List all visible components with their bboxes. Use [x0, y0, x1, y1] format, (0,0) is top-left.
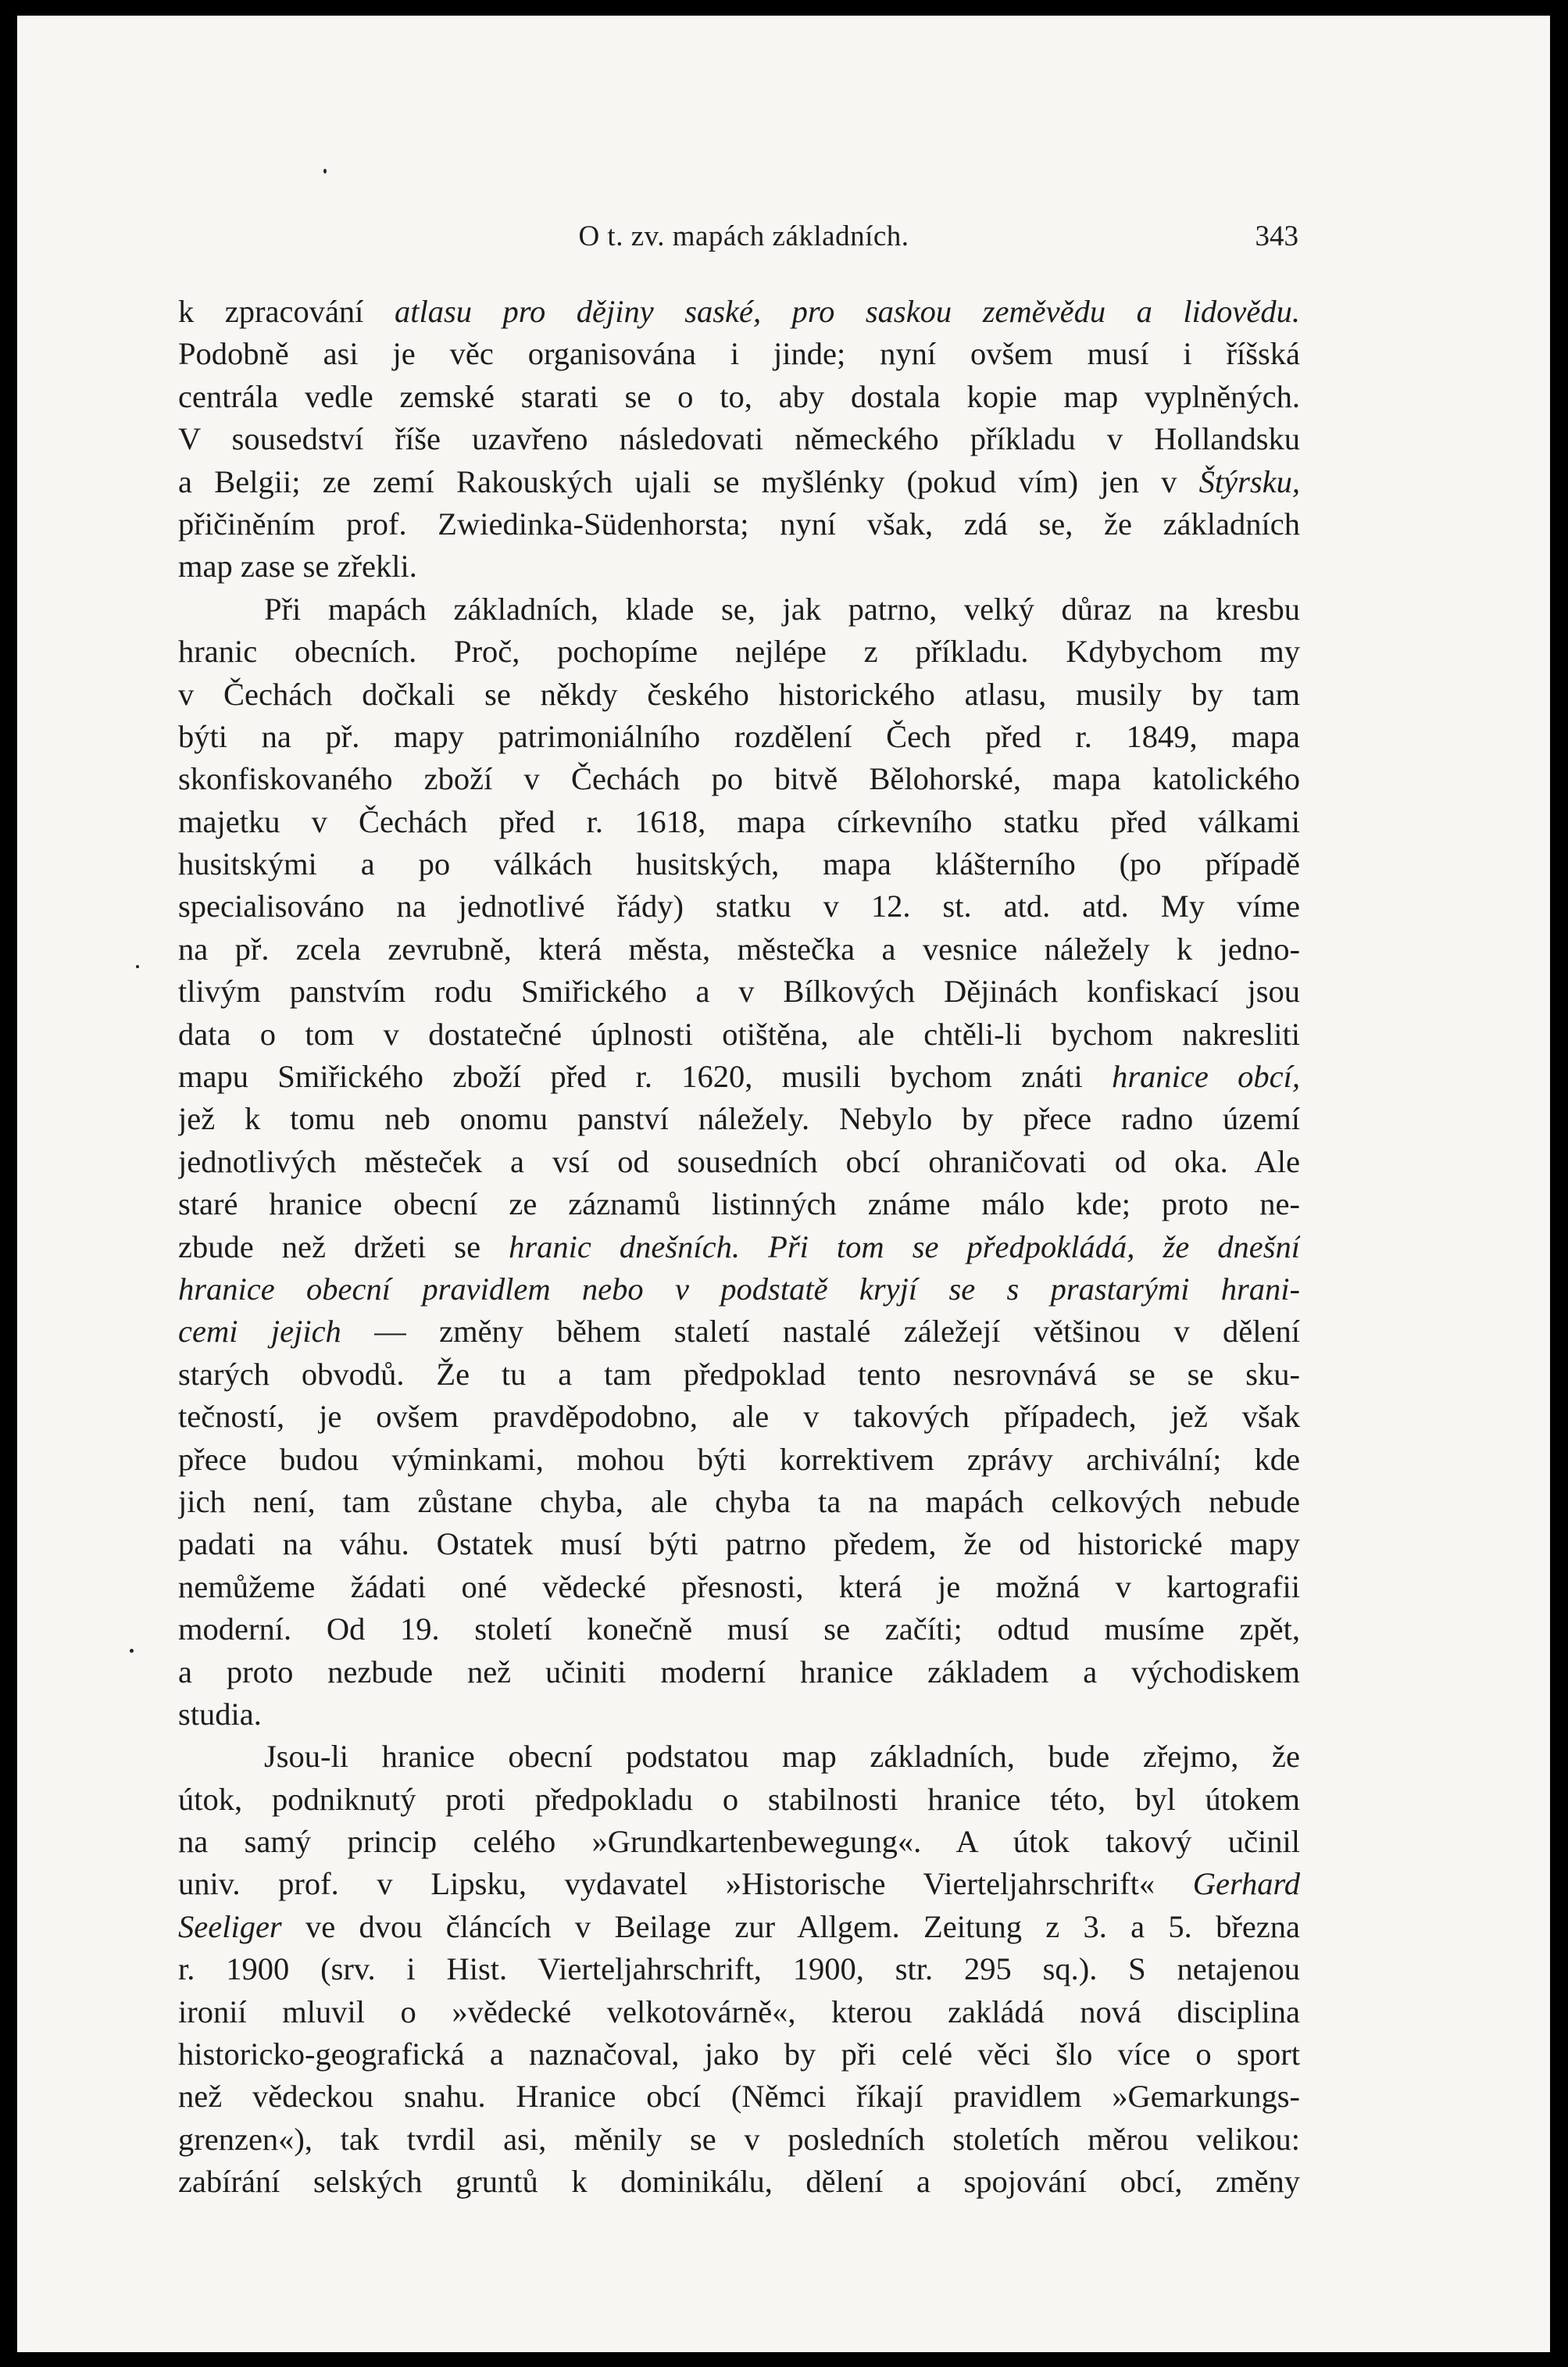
text-run: specialisováno na jednotlivé řády) statku v 12. st. atd. atd. My víme: [178, 889, 1300, 924]
text-line: [178, 1779, 1300, 1821]
italic-text: Seeliger: [178, 1908, 282, 1944]
text-run: mapu Smiřického zboží před r. 1620, musili bychom znáti: [178, 1059, 1113, 1095]
text-line: [178, 1310, 1300, 1353]
text-line: [178, 801, 1300, 843]
text-run: univ. prof. v Lipsku, vydavatel »Historische Vierteljahrschrift«: [178, 1866, 1193, 1902]
print-speck: [323, 169, 327, 173]
text-line: [178, 843, 1300, 885]
text-run: jež k tomu neb onomu panství náležely. Nebylo by přece radno území: [178, 1101, 1300, 1137]
text-run: býti na př. mapy patrimoniálního rozdělení Čech před r. 1849, mapa: [178, 718, 1300, 754]
text-run: a proto nezbude než učiniti moderní hranice základem a východiskem: [178, 1654, 1300, 1689]
text-line: [178, 2119, 1300, 2161]
book-page: [17, 16, 1550, 2352]
text-run: Podobně asi je věc organisována i jinde; nyní ovšem musí i říšská: [178, 336, 1300, 372]
text-line: [178, 1906, 1300, 1948]
text-run: ve dvou článcích v Beilage zur Allgem. Zeitung z 3. a 5. března: [281, 1908, 1300, 1944]
text-line: [178, 1693, 1300, 1736]
text-line: [178, 971, 1300, 1013]
text-run: V sousedství říše uzavřeno následovati německého příkladu v Hollandsku: [178, 421, 1300, 457]
text-line: [178, 1396, 1300, 1438]
text-line: [178, 1651, 1300, 1693]
text-line: [178, 1608, 1300, 1650]
text-run: r. 1900 (srv. i Hist. Vierteljahrschrift, 1900, str. 295 sq.). S netajenou: [178, 1951, 1300, 1987]
italic-text: Gerhard: [1192, 1866, 1300, 1902]
italic-text: hranice obecní pravidlem nebo v podstatě kryjí se s prastarými hrani-: [178, 1271, 1300, 1307]
running-title: O t. zv. mapách základních.: [578, 220, 909, 252]
text-line: [178, 1991, 1300, 2033]
text-run: moderní. Od 19. století konečně musí se začíti; odtud musíme zpět,: [178, 1611, 1300, 1647]
text-line: [178, 758, 1300, 800]
text-line: [178, 1481, 1300, 1523]
page-header: [189, 215, 1298, 262]
text-line: [178, 333, 1300, 375]
text-run: Při mapách základních, klade se, jak patrno, velký důraz na kresbu: [264, 591, 1300, 627]
text-run: na samý princip celého »Grundkartenbewegung«. A útok takový učinil: [178, 1824, 1300, 1860]
text-run: a Belgii; ze zemí Rakouských ujali se myšlénky (pokud vím) jen v: [178, 463, 1199, 499]
text-line: [178, 503, 1300, 545]
text-run: husitskými a po válkách husitských, mapa klášterního (po případě: [178, 846, 1300, 882]
text-line: [178, 1566, 1300, 1608]
text-run: — změny během staletí nastalé záležejí většinou v dělení: [341, 1314, 1300, 1350]
text-line: [178, 631, 1300, 673]
text-line: [178, 1821, 1300, 1863]
text-run: studia.: [178, 1696, 262, 1732]
text-line: [178, 674, 1300, 716]
text-run: nemůžeme žádati oné vědecké přesnosti, která je možná v kartografii: [178, 1568, 1300, 1604]
text-line: [178, 1141, 1300, 1183]
text-line: [178, 1226, 1300, 1268]
text-line: [178, 1014, 1300, 1056]
text-run: na př. zcela zevrubně, která města, městečka a vesnice náležely k jedno-: [178, 931, 1300, 967]
text-line: [178, 291, 1300, 333]
text-line: [178, 1098, 1300, 1140]
text-line: [178, 1948, 1300, 1990]
text-run: map zase se zřekli.: [178, 549, 417, 585]
italic-text: hranice obcí,: [1112, 1059, 1300, 1095]
italic-text: cemi jejich: [178, 1314, 341, 1350]
text-line: [178, 1523, 1300, 1565]
text-run: hranic obecních. Proč, pochopíme nejlépe z příkladu. Kdybychom my: [178, 634, 1300, 670]
text-run: přičiněním prof. Zwiedinka-Südenhorsta; nyní však, zdá se, že základních: [178, 506, 1300, 542]
text-run: staré hranice obecní ze záznamů listinných známe málo kde; proto ne-: [178, 1186, 1300, 1222]
text-run: přece budou výminkami, mohou býti korrektivem zprávy archivální; kde: [178, 1441, 1300, 1477]
text-line: [178, 716, 1300, 758]
text-run: k zpracování: [178, 294, 395, 329]
text-run: padati na váhu. Ostatek musí býti patrno předem, že od historické mapy: [178, 1526, 1300, 1562]
text-line: [178, 885, 1300, 928]
text-run: skonfiskovaného zboží v Čechách po bitvě Bělohorské, mapa katolického: [178, 761, 1300, 797]
text-run: grenzen«), tak tvrdil asi, měnily se v posledních stoletích měrou velikou:: [178, 2121, 1300, 2157]
print-speck: [130, 1649, 134, 1653]
text-line: [178, 928, 1300, 971]
text-run: tlivým panstvím rodu Smiřického a v Bílkových Dějinách konfiskací jsou: [178, 974, 1300, 1010]
italic-text: Štýrsku,: [1198, 463, 1300, 499]
text-line: [178, 461, 1300, 503]
italic-text: atlasu pro dějiny saské, pro saskou zeměvědu a lidovědu.: [394, 294, 1300, 329]
body-text: [178, 291, 1300, 2204]
text-line: [178, 1863, 1300, 1905]
text-line: [178, 1736, 1300, 1778]
text-run: centrála vedle zemské starati se o to, aby dostala kopie map vyplněných.: [178, 378, 1300, 414]
page-number: 343: [1255, 220, 1298, 252]
text-line: [178, 418, 1300, 460]
text-line: [178, 1353, 1300, 1396]
text-run: zabírání selských gruntů k dominikálu, dělení a spojování obcí, změny: [178, 2164, 1300, 2200]
text-run: data o tom v dostatečné úplnosti otištěna, ale chtěli-li bychom nakresliti: [178, 1016, 1300, 1052]
text-run: zbude než držeti se: [178, 1228, 509, 1264]
text-run: útok, podniknutý proti předpokladu o stabilnosti hranice této, byl útokem: [178, 1781, 1300, 1817]
text-run: jednotlivých městeček a vsí od sousedních obcí ohraničovati od oka. Ale: [178, 1143, 1300, 1179]
text-line: [178, 588, 1300, 631]
text-line: [178, 1268, 1300, 1310]
text-run: historicko-geografická a naznačoval, jako by při celé věci šlo více o sport: [178, 2036, 1300, 2072]
text-line: [178, 545, 1300, 588]
text-run: majetku v Čechách před r. 1618, mapa církevního statku před válkami: [178, 803, 1300, 839]
text-run: Jsou-li hranice obecní podstatou map základních, bude zřejmo, že: [264, 1739, 1300, 1775]
text-run: tečností, je ovšem pravděpodobno, ale v takových případech, jež však: [178, 1399, 1300, 1435]
text-line: [178, 2161, 1300, 2203]
text-line: [178, 1439, 1300, 1481]
text-line: [178, 1056, 1300, 1098]
text-line: [178, 376, 1300, 418]
text-run: ironií mluvil o »vědecké velkotovárně«, kterou zakládá nová disciplina: [178, 1993, 1300, 2029]
text-run: jich není, tam zůstane chyba, ale chyba ta na mapách celkových nebude: [178, 1483, 1300, 1519]
text-line: [178, 2033, 1300, 2076]
text-run: v Čechách dočkali se někdy českého historického atlasu, musily by tam: [178, 676, 1300, 712]
text-run: než vědeckou snahu. Hranice obcí (Němci říkají pravidlem »Gemarkungs-: [178, 2079, 1300, 2115]
print-speck: [136, 965, 139, 968]
text-run: starých obvodů. Že tu a tam předpoklad tento nesrovnává se se sku-: [178, 1356, 1300, 1392]
italic-text: hranic dnešních. Při tom se předpokládá, že dnešní: [509, 1228, 1300, 1264]
text-line: [178, 2076, 1300, 2118]
text-line: [178, 1183, 1300, 1225]
